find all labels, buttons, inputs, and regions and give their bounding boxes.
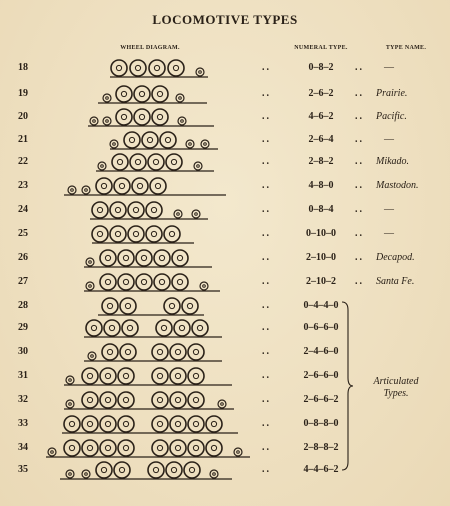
driving-wheel-icon [92, 202, 108, 218]
driving-wheel-icon [82, 440, 98, 456]
driving-wheel-icon [118, 440, 134, 456]
driving-wheel-icon [170, 440, 186, 456]
carrying-wheel-icon [82, 470, 90, 478]
driving-wheel-icon [152, 416, 168, 432]
carrying-wheel-icon [98, 162, 106, 170]
leader-dots: .. [262, 346, 271, 357]
table-row [0, 342, 450, 364]
wheel-diagram [0, 318, 260, 340]
wheel-diagram [0, 366, 260, 388]
driving-wheel-icon [64, 440, 80, 456]
carrying-wheel-icon [110, 140, 118, 148]
table-row [0, 438, 450, 460]
driving-wheel-icon [116, 86, 132, 102]
driving-wheel-icon [92, 226, 108, 242]
numeral-type: 2–6–2 [308, 88, 334, 99]
table-row [0, 107, 450, 129]
leader-dots: .. [355, 62, 364, 73]
driving-wheel-icon [166, 154, 182, 170]
driving-wheel-icon [100, 368, 116, 384]
leader-dots: .. [262, 111, 271, 122]
driving-wheel-icon [134, 86, 150, 102]
leader-dots: .. [355, 228, 364, 239]
type-name: — [384, 62, 394, 73]
driving-wheel-icon [172, 250, 188, 266]
numeral-type: 2–4–6–0 [303, 346, 339, 357]
carrying-wheel-icon [234, 448, 242, 456]
page-title: LOCOMOTIVE TYPES [152, 12, 298, 27]
driving-wheel-icon [118, 368, 134, 384]
driving-wheel-icon [118, 274, 134, 290]
row-number: 35 [18, 464, 28, 475]
driving-wheel-icon [149, 60, 165, 76]
wheel-diagram [0, 58, 260, 80]
wheel-diagram [0, 296, 260, 318]
driving-wheel-icon [152, 344, 168, 360]
table-row [0, 152, 450, 174]
leader-dots: .. [262, 62, 271, 73]
carrying-wheel-icon [66, 400, 74, 408]
driving-wheel-icon [82, 416, 98, 432]
driving-wheel-icon [128, 226, 144, 242]
header-numeral-type: NUMERAL TYPE. [294, 45, 348, 51]
carrying-wheel-icon [90, 117, 98, 125]
row-number: 23 [18, 180, 28, 191]
type-name: — [384, 134, 394, 145]
driving-wheel-icon [154, 274, 170, 290]
carrying-wheel-icon [88, 352, 96, 360]
type-name: Mastodon. [376, 180, 419, 191]
leader-dots: .. [355, 156, 364, 167]
type-name: Santa Fe. [376, 276, 415, 287]
leader-dots: .. [262, 300, 271, 311]
carrying-wheel-icon [201, 140, 209, 148]
numeral-type: 0–6–6–0 [303, 322, 339, 333]
leader-dots: .. [262, 134, 271, 145]
row-number: 33 [18, 418, 28, 429]
leader-dots: .. [262, 418, 271, 429]
driving-wheel-icon [152, 368, 168, 384]
driving-wheel-icon [102, 298, 118, 314]
header-wheel-diagram: WHEEL DIAGRAM. [120, 45, 180, 51]
driving-wheel-icon [188, 416, 204, 432]
driving-wheel-icon [96, 178, 112, 194]
carrying-wheel-icon [66, 470, 74, 478]
carrying-wheel-icon [174, 210, 182, 218]
numeral-type: 4–6–2 [308, 111, 334, 122]
driving-wheel-icon [120, 344, 136, 360]
carrying-wheel-icon [48, 448, 56, 456]
driving-wheel-icon [152, 392, 168, 408]
driving-wheel-icon [104, 320, 120, 336]
driving-wheel-icon [188, 344, 204, 360]
driving-wheel-icon [136, 274, 152, 290]
driving-wheel-icon [130, 60, 146, 76]
carrying-wheel-icon [200, 282, 208, 290]
numeral-type: 2–8–2 [308, 156, 334, 167]
driving-wheel-icon [118, 416, 134, 432]
carrying-wheel-icon [86, 282, 94, 290]
driving-wheel-icon [122, 320, 138, 336]
numeral-type: 2–6–4 [308, 134, 334, 145]
carrying-wheel-icon [82, 186, 90, 194]
type-name: Prairie. [376, 88, 408, 99]
carrying-wheel-icon [210, 470, 218, 478]
carrying-wheel-icon [194, 162, 202, 170]
carrying-wheel-icon [196, 68, 204, 76]
driving-wheel-icon [154, 250, 170, 266]
driving-wheel-icon [130, 154, 146, 170]
driving-wheel-icon [170, 416, 186, 432]
row-number: 19 [18, 88, 28, 99]
driving-wheel-icon [174, 320, 190, 336]
row-number: 31 [18, 370, 28, 381]
leader-dots: .. [355, 88, 364, 99]
wheel-diagram [0, 130, 260, 152]
numeral-type: 2–10–0 [306, 252, 336, 263]
row-number: 32 [18, 394, 28, 405]
leader-dots: .. [262, 252, 271, 263]
driving-wheel-icon [120, 298, 136, 314]
row-number: 28 [18, 300, 28, 311]
driving-wheel-icon [82, 392, 98, 408]
numeral-type: 2–6–6–0 [303, 370, 339, 381]
carrying-wheel-icon [192, 210, 200, 218]
leader-dots: .. [262, 464, 271, 475]
numeral-type: 4–8–0 [308, 180, 334, 191]
numeral-type: 2–10–2 [306, 276, 336, 287]
driving-wheel-icon [128, 202, 144, 218]
wheel-diagram [0, 84, 260, 106]
table-row [0, 84, 450, 106]
driving-wheel-icon [188, 440, 204, 456]
wheel-diagram [0, 224, 260, 246]
table-row [0, 414, 450, 436]
driving-wheel-icon [148, 462, 164, 478]
row-number: 21 [18, 134, 28, 145]
driving-wheel-icon [86, 320, 102, 336]
numeral-type: 0–8–4 [308, 204, 334, 215]
articulated-line-1: Articulated [373, 376, 419, 387]
table-row [0, 58, 450, 80]
driving-wheel-icon [206, 440, 222, 456]
table-row [0, 248, 450, 270]
table-row [0, 130, 450, 152]
driving-wheel-icon [114, 178, 130, 194]
wheel-diagram [0, 414, 260, 436]
driving-wheel-icon [110, 202, 126, 218]
leader-dots: .. [355, 134, 364, 145]
table-row [0, 224, 450, 246]
type-name: — [384, 204, 394, 215]
driving-wheel-icon [182, 298, 198, 314]
carrying-wheel-icon [178, 117, 186, 125]
wheel-diagram [0, 390, 260, 412]
driving-wheel-icon [124, 132, 140, 148]
driving-wheel-icon [146, 202, 162, 218]
driving-wheel-icon [134, 109, 150, 125]
table-row [0, 200, 450, 222]
leader-dots: .. [262, 180, 271, 191]
driving-wheel-icon [102, 344, 118, 360]
carrying-wheel-icon [103, 94, 111, 102]
table-row [0, 272, 450, 294]
header-type-name: TYPE NAME. [385, 45, 427, 51]
driving-wheel-icon [100, 416, 116, 432]
leader-dots: .. [262, 394, 271, 405]
driving-wheel-icon [152, 86, 168, 102]
driving-wheel-icon [100, 440, 116, 456]
driving-wheel-icon [64, 416, 80, 432]
driving-wheel-icon [164, 298, 180, 314]
driving-wheel-icon [82, 368, 98, 384]
leader-dots: .. [262, 88, 271, 99]
table-row [0, 176, 450, 198]
row-number: 20 [18, 111, 28, 122]
leader-dots: .. [355, 204, 364, 215]
table-row [0, 296, 450, 318]
numeral-type: 4–4–6–2 [303, 464, 339, 475]
row-number: 29 [18, 322, 28, 333]
driving-wheel-icon [160, 132, 176, 148]
wheel-diagram [0, 248, 260, 270]
leader-dots: .. [355, 180, 364, 191]
driving-wheel-icon [116, 109, 132, 125]
numeral-type: 2–8–8–2 [303, 442, 339, 453]
type-name: Decapod. [376, 252, 415, 263]
row-number: 34 [18, 442, 28, 453]
wheel-diagram [0, 460, 260, 482]
driving-wheel-icon [100, 392, 116, 408]
carrying-wheel-icon [218, 400, 226, 408]
row-number: 25 [18, 228, 28, 239]
numeral-type: 2–6–6–2 [303, 394, 339, 405]
driving-wheel-icon [100, 274, 116, 290]
driving-wheel-icon [170, 368, 186, 384]
driving-wheel-icon [148, 154, 164, 170]
leader-dots: .. [355, 276, 364, 287]
leader-dots: .. [262, 204, 271, 215]
driving-wheel-icon [150, 178, 166, 194]
numeral-type: 0–8–8–0 [303, 418, 339, 429]
driving-wheel-icon [142, 132, 158, 148]
driving-wheel-icon [111, 60, 127, 76]
driving-wheel-icon [118, 392, 134, 408]
leader-dots: .. [355, 111, 364, 122]
carrying-wheel-icon [86, 258, 94, 266]
row-number: 24 [18, 204, 28, 215]
driving-wheel-icon [146, 226, 162, 242]
driving-wheel-icon [136, 250, 152, 266]
articulated-label [366, 376, 426, 400]
driving-wheel-icon [188, 392, 204, 408]
driving-wheel-icon [170, 392, 186, 408]
driving-wheel-icon [156, 320, 172, 336]
leader-dots: .. [262, 156, 271, 167]
driving-wheel-icon [170, 344, 186, 360]
row-number: 27 [18, 276, 28, 287]
type-name: Pacific. [376, 111, 407, 122]
driving-wheel-icon [164, 226, 180, 242]
wheel-diagram [0, 438, 260, 460]
carrying-wheel-icon [176, 94, 184, 102]
leader-dots: .. [262, 442, 271, 453]
leader-dots: .. [262, 228, 271, 239]
wheel-diagram [0, 107, 260, 129]
driving-wheel-icon [118, 250, 134, 266]
carrying-wheel-icon [66, 376, 74, 384]
wheel-diagram [0, 200, 260, 222]
wheel-diagram [0, 152, 260, 174]
driving-wheel-icon [100, 250, 116, 266]
driving-wheel-icon [152, 440, 168, 456]
driving-wheel-icon [166, 462, 182, 478]
row-number: 30 [18, 346, 28, 357]
driving-wheel-icon [110, 226, 126, 242]
articulated-line-2: Types. [383, 388, 409, 399]
wheel-diagram [0, 342, 260, 364]
carrying-wheel-icon [103, 117, 111, 125]
wheel-diagram [0, 176, 260, 198]
driving-wheel-icon [152, 109, 168, 125]
row-number: 26 [18, 252, 28, 263]
driving-wheel-icon [112, 154, 128, 170]
row-number: 18 [18, 62, 28, 73]
wheel-diagram [0, 272, 260, 294]
leader-dots: .. [262, 276, 271, 287]
numeral-type: 0–8–2 [308, 62, 334, 73]
table-row [0, 460, 450, 482]
driving-wheel-icon [184, 462, 200, 478]
driving-wheel-icon [168, 60, 184, 76]
articulated-bracket [340, 300, 354, 472]
driving-wheel-icon [192, 320, 208, 336]
leader-dots: .. [355, 252, 364, 263]
type-name: Mikado. [376, 156, 410, 167]
carrying-wheel-icon [186, 140, 194, 148]
type-name: — [384, 228, 394, 239]
row-number: 22 [18, 156, 28, 167]
leader-dots: .. [262, 322, 271, 333]
numeral-type: 0–4–4–0 [303, 300, 339, 311]
driving-wheel-icon [188, 368, 204, 384]
numeral-type: 0–10–0 [306, 228, 336, 239]
carrying-wheel-icon [68, 186, 76, 194]
driving-wheel-icon [96, 462, 112, 478]
driving-wheel-icon [132, 178, 148, 194]
driving-wheel-icon [114, 462, 130, 478]
table-row [0, 318, 450, 340]
leader-dots: .. [262, 370, 271, 381]
driving-wheel-icon [206, 416, 222, 432]
driving-wheel-icon [172, 274, 188, 290]
